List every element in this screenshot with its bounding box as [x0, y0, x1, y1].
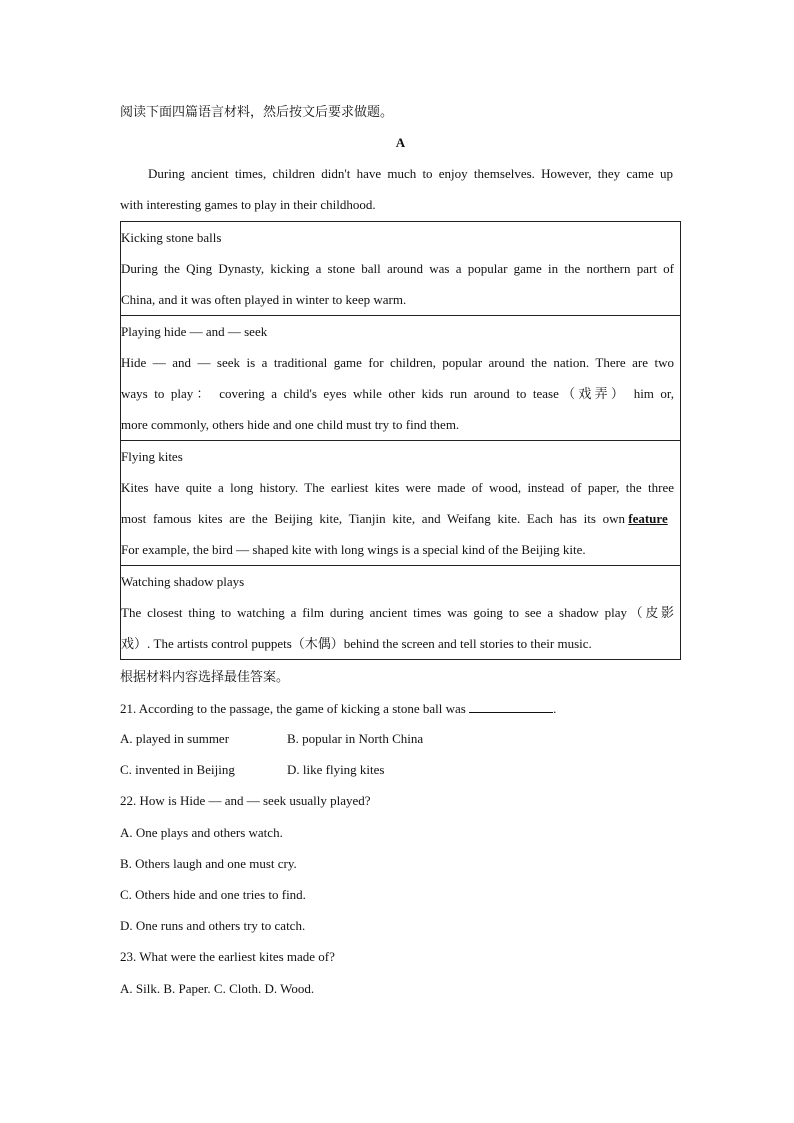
options-23[interactable]: A. Silk. B. Paper. C. Cloth. D. Wood. — [120, 981, 315, 996]
table-row — [121, 566, 681, 660]
option-21b[interactable]: B. popular in North China — [287, 731, 424, 746]
option-22d[interactable]: D. One runs and others try to catch. — [120, 918, 306, 933]
game-cell-kicking — [121, 222, 681, 316]
section-label: A — [395, 135, 406, 150]
game-text-line: 戏）. The artists control puppets（木偶）behind the screen and tell stories to their music. — [121, 636, 592, 651]
game-text-line: China, and it was often played in winter to keep warm. — [121, 292, 407, 307]
game-text-line: The closest thing to watching a film during ancient times was going to see a shadow play（皮影 — [121, 605, 674, 620]
option-22b[interactable]: B. Others laugh and one must cry. — [120, 856, 297, 871]
game-text-line: Hide — and — seek is a traditional game for children, popular around the nation. There are two — [121, 355, 674, 370]
intro-line-1: During ancient times, children didn't have much to enjoy themselves. However, they came up — [148, 166, 673, 181]
game-text-line: ways to play： covering a child's eyes while other kids run around to tease（戏弄） him or, — [121, 386, 674, 401]
answer-blank[interactable] — [469, 699, 553, 713]
intro-line-2: with interesting games to play in their childhood. — [120, 197, 376, 212]
highlight-word: feature — [628, 511, 668, 526]
option-21d[interactable]: D. like flying kites — [287, 762, 385, 777]
game-cell-kites — [121, 441, 681, 566]
question-23: 23. What were the earliest kites made of? — [120, 949, 335, 964]
table-row — [121, 316, 681, 441]
games-table — [120, 221, 681, 660]
question-22: 22. How is Hide — and — seek usually played? — [120, 793, 371, 808]
game-text-line: For example, the bird — shaped kite with long wings is a special kind of the Beijing kite. — [121, 542, 586, 557]
question-21 — [120, 699, 556, 718]
game-title: Watching shadow plays — [121, 574, 245, 589]
game-text-line: more commonly, others hide and one child must try to find them. — [121, 417, 460, 432]
reading-instruction: 阅读下面四篇语言材料，然后按文后要求做题。 — [120, 104, 394, 119]
game-title: Kicking stone balls — [121, 230, 222, 245]
question-end: . — [553, 701, 557, 716]
game-text-line — [121, 510, 674, 528]
table-row — [121, 441, 681, 566]
question-stem: 21. According to the passage, the game of kicking a stone ball was — [120, 701, 466, 716]
question-instruction: 根据材料内容选择最佳答案。 — [120, 669, 290, 684]
table-row — [121, 222, 681, 316]
game-text-line: Kites have quite a long history. The earliest kites were made of wood, instead of paper, the three — [121, 480, 674, 495]
option-21a[interactable]: A. played in summer — [120, 731, 230, 746]
game-cell-shadow-plays — [121, 566, 681, 660]
game-text-line: During the Qing Dynasty, kicking a stone ball around was a popular game in the northern part of — [121, 261, 674, 276]
game-title: Playing hide — and — seek — [121, 324, 268, 339]
option-22c[interactable]: C. Others hide and one tries to find. — [120, 887, 306, 902]
game-cell-hide-and-seek — [121, 316, 681, 441]
game-title: Flying kites — [121, 449, 183, 464]
option-21c[interactable]: C. invented in Beijing — [120, 762, 235, 777]
option-22a[interactable]: A. One plays and others watch. — [120, 825, 283, 840]
game-text-segment: most famous kites are the Beijing kite, Tianjin kite, and Weifang kite. Each has its own — [121, 511, 625, 526]
